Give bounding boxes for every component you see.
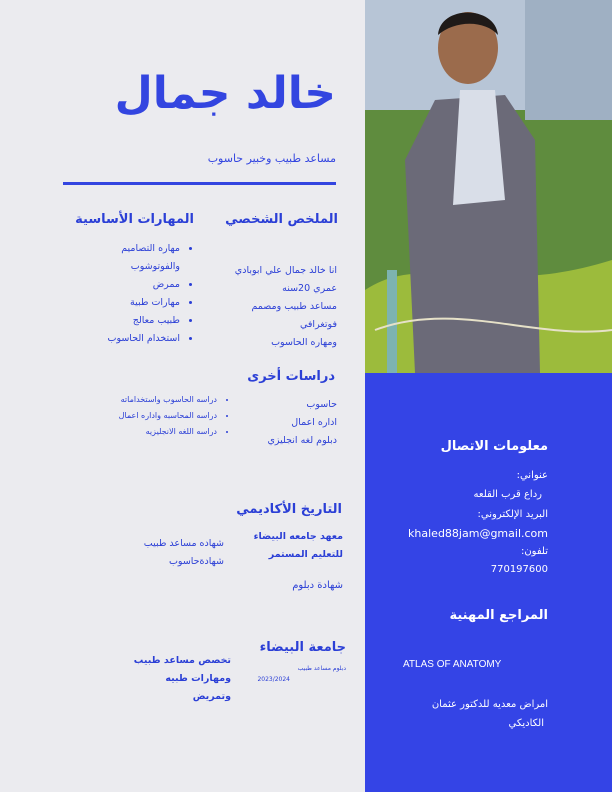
phone-label: تلفون:: [520, 546, 548, 557]
summary-line: انا خالد جمال علي ابوبادي: [234, 265, 337, 276]
reference-line: الكاديكي: [508, 718, 544, 729]
list-item: والفوتوشوب: [130, 261, 180, 272]
institute-sub: للتعليم المستمر: [268, 549, 343, 560]
list-item: • ممرض: [80, 276, 180, 294]
summary-line: مساعد طبيب ومصمم: [251, 301, 337, 312]
reference-line: امراض معديه للدكتور عثمان: [431, 699, 548, 710]
academic-certs: [120, 535, 224, 571]
other-studies-list: [95, 392, 231, 440]
summary-heading: الملخص الشخصي: [225, 212, 338, 227]
diploma: شهادة دبلوم: [292, 580, 343, 591]
university-line: تخصص مساعد طبيب: [133, 655, 231, 666]
address-value: رداع قرب القلعه: [473, 489, 542, 500]
list-item: • استخدام الحاسوب: [80, 330, 180, 348]
summary-line: عمري 20سنه: [282, 283, 337, 294]
institute: [235, 528, 343, 564]
university-line: وتمريض: [192, 691, 231, 702]
reference-lines: [405, 695, 548, 733]
header-divider: [63, 182, 336, 185]
list-item: • مهارات طبية: [80, 294, 180, 312]
list-item: • دراسه المحاسبه واداره اعمال: [95, 408, 217, 424]
other-studies-heading: دراسات أخرى: [247, 369, 335, 384]
university-details: [120, 652, 231, 706]
phone-value[interactable]: 770197600: [490, 564, 548, 575]
address-label: عنواني:: [516, 470, 548, 481]
cert-item: شهاده مساعد طبيب: [143, 538, 224, 549]
contact-heading: معلومات الاتصال: [440, 439, 548, 454]
email-label: البريد الإلكتروني:: [477, 509, 548, 520]
study-field: دبلوم لغه انجليزي: [267, 435, 337, 446]
references-heading: المراجع المهنية: [449, 608, 548, 623]
academic-heading: التاريخ الأكاديمي: [236, 502, 342, 517]
summary-line: ومهاره الحاسوب: [271, 337, 337, 348]
list-item: • دراسه الحاسوب واستخداماته: [95, 392, 217, 408]
skills-heading: المهارات الأساسية: [75, 212, 194, 227]
profile-photo: [365, 0, 612, 373]
email-value[interactable]: khaled88jam@gmail.com: [408, 527, 548, 540]
person-name: خالد جمال: [114, 68, 336, 119]
list-item: • دراسه اللغه الانجليزيه: [95, 424, 217, 440]
list-item: • طبيب معالج: [80, 312, 180, 330]
institute-name: معهد جامعه البيضاء: [253, 531, 343, 542]
contact-panel: [365, 373, 612, 792]
study-field: اداره اعمال: [291, 417, 337, 428]
job-subtitle: مساعد طبيب وخبير حاسوب: [207, 152, 336, 165]
summary-text: [200, 262, 337, 352]
photo-illustration: [365, 0, 612, 373]
cert-item: شهادةحاسوب: [168, 556, 224, 567]
university-name: جامعة البيضاء: [259, 640, 346, 655]
reference-book: ATLAS OF ANATOMY: [403, 659, 502, 670]
university-sub: دبلوم مساعد طبيب: [297, 665, 346, 672]
list-item: • مهاره التصاميم: [80, 240, 180, 258]
other-studies-fields: [240, 396, 337, 450]
university-years: 2023/2024: [257, 676, 290, 683]
study-field: حاسوب: [306, 399, 337, 410]
skills-list: [80, 240, 194, 348]
summary-line: فوتغرافي: [299, 319, 337, 330]
university-line: ومهارات طبيه: [165, 673, 231, 684]
